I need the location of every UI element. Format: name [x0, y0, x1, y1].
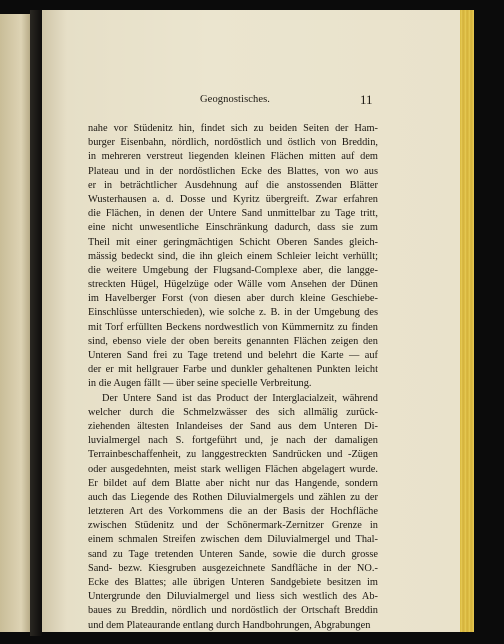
- facing-page-edge: [0, 14, 30, 632]
- text-line: im Havelberger Forst (von diesen aber durch kleine Geschiebe-: [88, 293, 378, 305]
- text-line: zwischen Stüdenitz und der Schönermark-Zernitzer Grenze in: [88, 520, 378, 532]
- text-line: er in beträchtlicher Ausdehnung auf die anstossenden Blätter: [88, 179, 378, 191]
- text-line: mässig bedeckt sind, die ihn gleich einem Schleier leicht verhüllt;: [88, 250, 378, 262]
- text-line: streckten Hügel, Hügelzüge oder Wälle vom Ansehen der Dünen: [88, 279, 378, 291]
- text-line: ziehenden ältesten Inlandeises der Sand aus dem Unteren Di-: [88, 420, 378, 432]
- page-number: 11: [360, 92, 373, 107]
- text-line: luvialmergel nach S. fortgeführt und, je nach der damaligen: [88, 435, 378, 447]
- text-line: nahe vor Stüdenitz hin, findet sich zu beiden Seiten der Ham-: [88, 123, 378, 134]
- text-line: einem schmalen Streifen zwischen dem Diluvialmergel und Thal-: [88, 534, 378, 546]
- text-line: Terrainbeschaffenheit, zu langgestreckten Sandrücken und -Zügen: [88, 449, 378, 461]
- text-line: die weitere Umgebung der Flugsand-Complexe aber, die langge-: [88, 264, 378, 276]
- text-line: letzteren Art des Vorkommens die an der Basis der Hochfläche: [88, 506, 378, 518]
- text-line: in die Augen fällt — über seine specielle Verbreitung.: [88, 378, 312, 390]
- text-line: burger Eisenbahn, nördlich, nordöstlich und östlich von Breddin,: [88, 137, 378, 149]
- text-line: eine nicht unwesentliche Einschränkung dadurch, dass sie zum: [88, 222, 378, 234]
- text-line: welcher durch die Schmelzwässer des sich allmälig zurück-: [88, 406, 378, 418]
- text-line: Er bildet auf dem Blatte aber nicht nur das Hangende, sondern: [88, 477, 378, 489]
- text-line: sind, ebenso viele der oben bereits genannten Flächen zeigen den: [88, 335, 378, 347]
- book-gutter: [30, 10, 42, 636]
- text-line: die Flächen, in denen der Untere Sand unmittelbar zu Tage tritt,: [88, 208, 378, 220]
- running-head: [42, 92, 460, 108]
- text-line: Der Untere Sand ist das Product der Interglacialzeit, während: [102, 392, 378, 404]
- text-line: sand zu Tage tretenden Unteren Sande, sowie die durch grosse: [88, 548, 378, 560]
- text-line: Plateau und in der nordöstlichen Ecke des Blattes, von wo aus: [88, 165, 378, 177]
- text-line: Wusterhausen a. d. Dosse und Kyritz übergreift. Zwar erfahren: [88, 193, 378, 205]
- text-line: Ecke des Blattes; alle übrigen Unteren Sandgebiete besitzen im: [88, 577, 378, 588]
- text-line: Untergrunde den Diluvialmergel und liess sich westlich des Ab-: [88, 591, 378, 603]
- gilt-page-edges: [460, 10, 474, 632]
- text-line: Sand- bezw. Kiesgruben ausgezeichnete Sandfläche in der NO.-: [88, 562, 378, 574]
- text-line: in mehreren verstreut liegenden kleinen Flächen mitten auf dem: [88, 151, 378, 163]
- text-line: Einschlüsse unterschieden), wie solche z. B. in der Umgebung des: [88, 307, 378, 319]
- text-line: baues zu Breddin, nördlich und nordöstlich der Ortschaft Breddin: [88, 605, 378, 617]
- text-line: mit Torf erfüllten Beckens nordwestlich von Kümmernitz zu finden: [88, 321, 378, 333]
- body-text: [88, 122, 378, 633]
- text-line: oder ausgedehnten, meist stark welligen Flächen abgelagert wurde.: [88, 463, 378, 475]
- text-line: auch das Liegende des Rothen Diluvialmergels und zählen zu der: [88, 491, 378, 503]
- text-line: Theil mit einer geringmächtigen Schicht Oberen Sandes gleich-: [88, 236, 378, 248]
- text-line: der er mit hellgrauer Farbe und dunkler gehaltenen Punkten leicht: [88, 364, 378, 376]
- running-head-title: Geognostisches.: [200, 94, 271, 105]
- text-line: Unteren Sand frei zu Tage tretend und belehrt die Karte — auf: [88, 350, 378, 361]
- book-page: [42, 10, 460, 632]
- text-line: und dem Plateaurande entlang durch Handbohrungen, Abgrabungen: [88, 619, 371, 631]
